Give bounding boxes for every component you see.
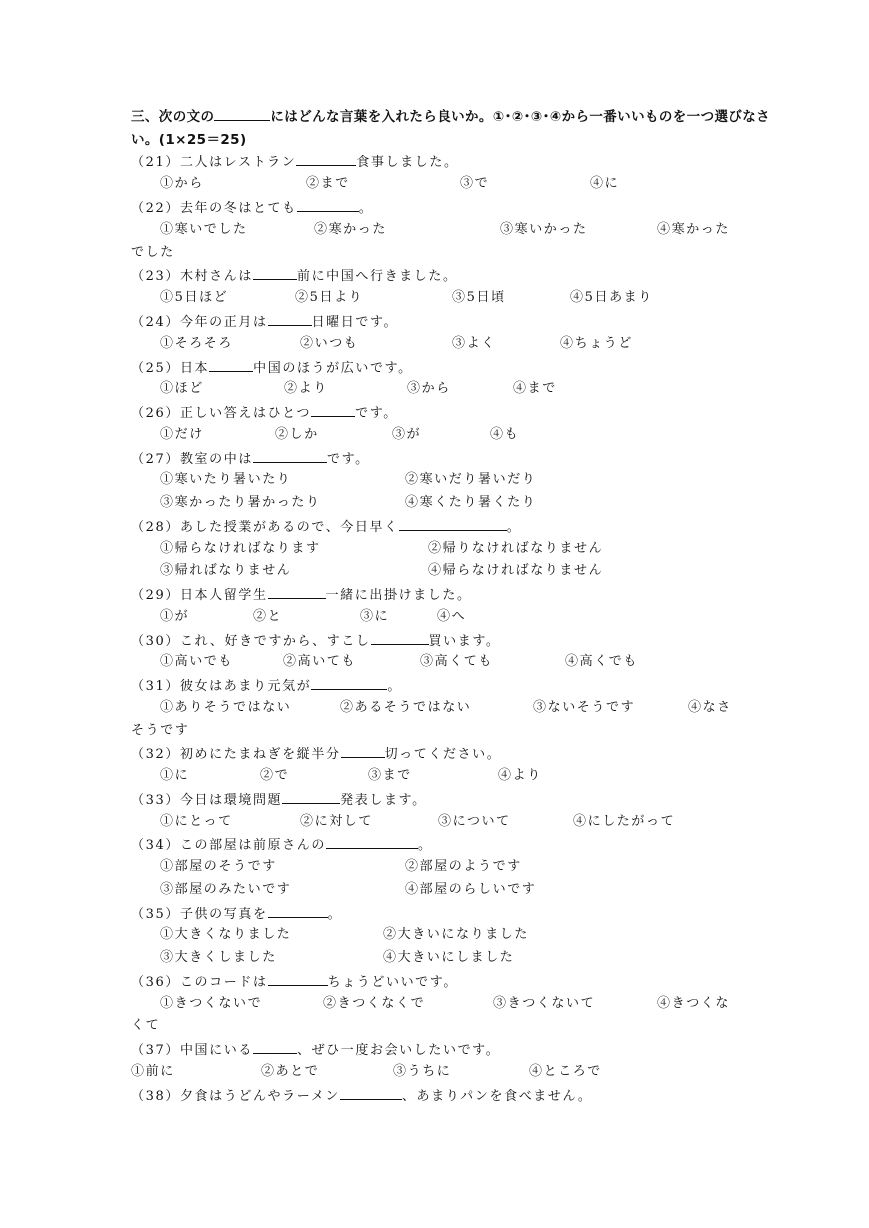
question-number: （28） (131, 520, 180, 535)
question-text-end: 日曜日です。 (311, 315, 399, 330)
answer-blank (340, 1086, 402, 1100)
options-37 (131, 1063, 751, 1081)
question-text: このコードは (179, 975, 268, 990)
option-1[interactable]: ①大きくなりました (160, 927, 292, 942)
options-31 (160, 699, 780, 717)
question-30 (131, 631, 501, 651)
answer-blank (341, 744, 385, 758)
options-35b (160, 949, 780, 967)
question-text: 子供の写真を (179, 907, 268, 922)
question-22 (131, 198, 373, 218)
option-3[interactable]: ③で (460, 176, 490, 191)
option-2[interactable]: ②まで (306, 176, 350, 191)
option-4[interactable]: ④より (498, 768, 542, 783)
question-text-end: 食事しました。 (356, 155, 459, 170)
options-25 (160, 380, 780, 398)
option-1[interactable]: ①帰らなければなります (160, 541, 321, 556)
question-number: （34） (131, 838, 180, 853)
question-number: （36） (131, 975, 180, 990)
option-2[interactable]: ②しか (275, 427, 319, 442)
question-text-end: 。 (327, 907, 343, 922)
question-text: この部屋は前原さんの (179, 838, 326, 853)
question-number: （26） (131, 406, 180, 421)
option-3[interactable]: ③ないそうです (533, 700, 636, 715)
option-1[interactable]: ①そろそろ (160, 336, 234, 351)
option-4[interactable]: ④寒かった (657, 222, 731, 237)
answer-blank (371, 631, 429, 645)
question-38 (131, 1086, 593, 1106)
heading-blank (214, 107, 270, 121)
question-text: あした授業があるので、今日早く (179, 520, 399, 535)
option-3[interactable]: ③寒いかった (500, 222, 588, 237)
option-1[interactable]: ①にとって (160, 814, 233, 829)
question-number: （35） (131, 907, 180, 922)
question-number: （25） (131, 361, 180, 376)
question-number: （37） (131, 1043, 180, 1058)
option-1[interactable]: ①ほど (160, 381, 204, 396)
options-34a (160, 858, 780, 876)
option-4[interactable]: ④にしたがって (573, 814, 676, 829)
question-number: （24） (131, 315, 180, 330)
option-2[interactable]: ②あるそうではない (340, 700, 472, 715)
option-2[interactable]: ②きつくなくで (323, 996, 426, 1011)
question-number: （30） (131, 634, 180, 649)
option-3[interactable]: ③が (392, 427, 422, 442)
answer-blank (296, 152, 356, 166)
options-26 (160, 426, 780, 444)
options-23 (160, 289, 780, 307)
question-text: 二人はレストラン (179, 155, 297, 170)
heading-text-start: 三、次の文の (131, 109, 215, 125)
question-34 (131, 835, 433, 855)
question-text-end: 中国のほうが広いです。 (253, 361, 413, 376)
question-number: （38） (131, 1089, 180, 1104)
question-number: （29） (131, 588, 180, 603)
option-4[interactable]: ④高くでも (565, 654, 639, 669)
option-2[interactable]: ②寒いだり暑いだり (405, 472, 537, 487)
question-text-end: 前に中国へ行きました。 (296, 269, 458, 284)
question-text-end: 。 (417, 838, 433, 853)
question-text-end: 買います。 (428, 634, 501, 649)
option-3[interactable]: ③大きくしました (160, 950, 277, 965)
answer-blank (326, 835, 418, 849)
question-text: 日本 (179, 361, 210, 376)
option-2[interactable]: ②で (260, 768, 290, 783)
option-1[interactable]: ①ありそうではない (160, 700, 292, 715)
option-4[interactable]: ④なさ (688, 700, 732, 715)
answer-blank (268, 312, 312, 326)
option-1[interactable]: ①高いでも (160, 654, 234, 669)
option-4[interactable]: ④に (590, 176, 620, 191)
question-23 (131, 266, 458, 286)
question-text: 今年の正月は (179, 315, 268, 330)
options-27b (160, 494, 780, 512)
options-29 (160, 608, 780, 626)
option-3[interactable]: ③きつくないて (493, 996, 596, 1011)
option-3[interactable]: ③について (438, 814, 511, 829)
options-35a (160, 926, 780, 944)
option-2[interactable]: ②より (284, 381, 328, 396)
answer-blank (253, 449, 327, 463)
question-text: 正しい答えはひとつ (179, 406, 312, 421)
question-21 (131, 152, 459, 172)
options-34b (160, 881, 780, 899)
option-2[interactable]: ②部屋のようです (405, 859, 522, 874)
option-2[interactable]: ②あとで (261, 1064, 320, 1079)
question-25 (131, 358, 413, 378)
question-text: 中国にいる (179, 1043, 253, 1058)
option-1[interactable]: ①が (160, 609, 190, 624)
option-1[interactable]: ①前に (131, 1064, 175, 1079)
options-32 (160, 767, 780, 785)
option-4[interactable]: ④帰らなければなりません (428, 563, 604, 578)
option-3[interactable]: ③まで (368, 768, 412, 783)
option-1[interactable]: ①部屋のそうです (160, 859, 277, 874)
question-number: （33） (131, 793, 180, 808)
options-27a (160, 471, 780, 489)
question-27 (131, 449, 370, 469)
option-4[interactable]: ④きつくな (657, 996, 731, 1011)
answer-blank (399, 517, 507, 531)
options-30 (160, 653, 780, 671)
answer-blank (297, 198, 359, 212)
option-3[interactable]: ③5日頃 (452, 290, 506, 305)
question-text: 彼女はあまり元気が (179, 679, 312, 694)
option-1[interactable]: ①きつくないで (160, 996, 263, 1011)
options-36 (160, 995, 780, 1013)
question-text: これ、好きですから、すこし (179, 634, 371, 649)
question-32 (131, 744, 501, 764)
question-29 (131, 585, 472, 605)
option-4[interactable]: ④大きいにしました (383, 950, 515, 965)
option-4[interactable]: ④へ (437, 609, 467, 624)
question-text-end: 、あまりパンを食べません。 (401, 1089, 593, 1104)
question-number: （31） (131, 679, 180, 694)
question-26 (131, 403, 398, 423)
option-2[interactable]: ②と (253, 609, 283, 624)
question-28 (131, 517, 521, 537)
question-24 (131, 312, 398, 332)
options-28b (160, 562, 780, 580)
answer-blank (268, 972, 328, 986)
question-text: 今日は環境問題 (179, 793, 283, 808)
option-4[interactable]: ④も (490, 427, 520, 442)
question-text-end: 。 (387, 679, 402, 694)
answer-blank (268, 904, 328, 918)
question-text-end: 。 (358, 201, 374, 216)
option-4-wrap: くて (131, 1018, 161, 1033)
answer-blank (268, 585, 326, 599)
option-1[interactable]: ①5日ほど (160, 290, 229, 305)
option-2[interactable]: ②高いても (283, 654, 357, 669)
option-1[interactable]: ①だけ (160, 427, 204, 442)
question-text: 去年の冬はとても (179, 201, 297, 216)
option-1[interactable]: ①から (160, 176, 204, 191)
answer-blank (282, 790, 340, 804)
option-1[interactable]: ①に (160, 768, 190, 783)
question-37 (131, 1040, 500, 1060)
question-35 (131, 904, 342, 924)
question-text-end: 、ぜひ一度お会いしたいです。 (296, 1043, 501, 1058)
option-3[interactable]: ③帰ればなりません (160, 563, 292, 578)
question-text: 夕食はうどんやラーメン (179, 1089, 340, 1104)
heading-text-end: にはどんな言葉を入れたら良いか。①･②･③･④から一番いいものを一つ選びなさい。(1×25＝25) (131, 109, 771, 148)
question-33 (131, 790, 427, 810)
option-4-wrap: でした (131, 245, 175, 260)
question-text-end: 発表します。 (340, 793, 427, 808)
option-1[interactable]: ①寒いでした (160, 222, 248, 237)
option-4[interactable]: ④ところで (529, 1064, 602, 1079)
option-3[interactable]: ③高くても (420, 654, 494, 669)
answer-blank (311, 676, 387, 690)
option-2[interactable]: ②大きいになりました (383, 927, 530, 942)
question-number: （27） (131, 452, 180, 467)
option-1[interactable]: ①寒いたり暑いたり (160, 472, 292, 487)
answer-blank (253, 1040, 297, 1054)
question-number: （23） (131, 269, 180, 284)
question-number: （22） (131, 201, 180, 216)
question-31 (131, 676, 402, 696)
option-4-wrap: そうです (131, 723, 190, 738)
question-text-end: です。 (355, 406, 398, 421)
option-4[interactable]: ④部屋のらしいです (405, 882, 537, 897)
option-2[interactable]: ②いつも (300, 336, 359, 351)
options-21 (160, 175, 780, 193)
question-text-end: 切ってください。 (384, 747, 502, 762)
question-text: 日本人留学生 (179, 588, 268, 603)
option-3[interactable]: ③部屋のみたいです (160, 882, 292, 897)
option-3[interactable]: ③に (360, 609, 390, 624)
option-4[interactable]: ④寒くたり暑くたり (405, 495, 537, 510)
option-4[interactable]: ④ちょうど (560, 336, 634, 351)
question-text: 初めにたまねぎを縦半分 (179, 747, 341, 762)
options-24 (160, 335, 780, 353)
question-text-end: ちょうどいいです。 (327, 975, 458, 990)
answer-blank (253, 266, 297, 280)
option-3[interactable]: ③から (407, 381, 451, 396)
option-3[interactable]: ③うちに (393, 1064, 452, 1079)
option-4[interactable]: ④5日あまり (570, 290, 653, 305)
option-2[interactable]: ②帰りなければなりません (428, 541, 604, 556)
question-text: 教室の中は (179, 452, 253, 467)
options-28a (160, 540, 780, 558)
section-heading (131, 106, 771, 152)
options-33 (160, 813, 780, 831)
option-2[interactable]: ②寒かった (314, 222, 388, 237)
option-4[interactable]: ④まで (513, 381, 557, 396)
answer-blank (209, 358, 253, 372)
option-3[interactable]: ③寒かったり暑かったり (160, 495, 321, 510)
options-22 (160, 221, 780, 239)
question-number: （32） (131, 747, 180, 762)
question-36 (131, 972, 458, 992)
option-2[interactable]: ②5日より (295, 290, 364, 305)
option-3[interactable]: ③よく (452, 336, 496, 351)
question-text-end: です。 (326, 452, 370, 467)
question-number: （21） (131, 155, 180, 170)
answer-blank (311, 403, 355, 417)
option-2[interactable]: ②に対して (300, 814, 374, 829)
question-text: 木村さんは (179, 269, 253, 284)
question-text-end: 。 (506, 520, 522, 535)
question-text-end: 一緒に出掛けました。 (325, 588, 472, 603)
